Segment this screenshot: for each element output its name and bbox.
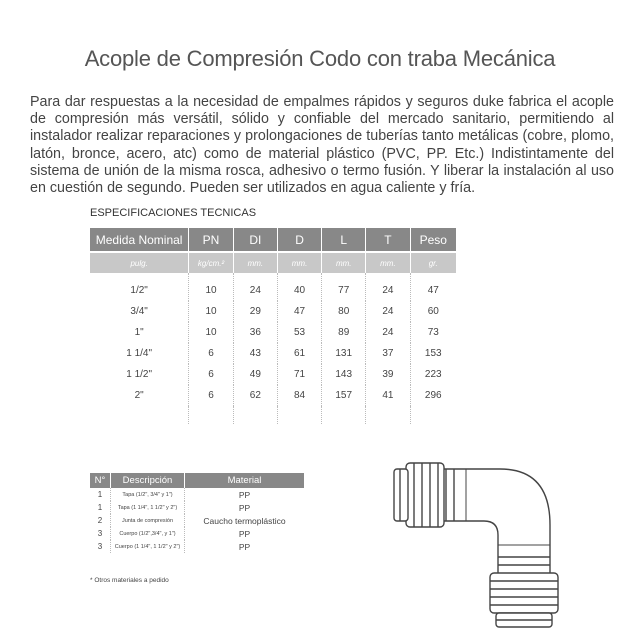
spec-header-cell: T	[366, 228, 410, 251]
spec-cell: 89	[322, 322, 366, 343]
parts-material: PP	[238, 528, 251, 539]
spec-cell: 37	[366, 343, 410, 364]
parts-description: Cuerpo (1/2",3/4", y 1")	[111, 527, 185, 540]
parts-description: Cuerpo (1 1/4", 1 1/2" y 2")	[111, 540, 185, 553]
spec-header-cell: Medida Nominal	[90, 228, 189, 251]
parts-number: 1	[90, 488, 111, 501]
spec-header-row	[90, 228, 456, 251]
footnote: * Otros materiales a pedido	[90, 577, 169, 584]
parts-header-cell: Descripción	[111, 473, 185, 488]
spec-cell: 24	[234, 273, 278, 301]
spec-row	[90, 343, 456, 364]
spec-row	[90, 385, 456, 406]
spec-header-cell: DI	[234, 228, 278, 251]
parts-row	[90, 527, 304, 540]
spec-cell: 6	[189, 364, 234, 385]
spec-unit-cell: mm.	[322, 251, 366, 273]
spec-unit-cell: mm.	[278, 251, 322, 273]
spec-cell: 1"	[90, 322, 189, 343]
spec-cell: 1 1/4"	[90, 343, 189, 364]
spec-cell: 62	[234, 385, 278, 406]
parts-row	[90, 488, 304, 501]
spec-cell: 2"	[90, 385, 189, 406]
parts-table	[90, 473, 304, 553]
parts-description: Junta de compresión	[111, 514, 185, 527]
spec-header-cell: L	[322, 228, 366, 251]
spec-heading: ESPECIFICACIONES TECNICAS	[90, 207, 257, 219]
spec-cell: 24	[366, 273, 410, 301]
spec-cell: 24	[366, 322, 410, 343]
parts-row	[90, 501, 304, 514]
spec-cell: 61	[278, 343, 322, 364]
parts-number: 3	[90, 540, 111, 553]
spec-cell: 60	[427, 306, 439, 317]
spec-cell: 29	[234, 301, 278, 322]
parts-row	[90, 514, 304, 527]
spec-cell: 24	[366, 301, 410, 322]
parts-description: Tapa (1 1/4", 1 1/2" y 2")	[111, 501, 185, 514]
spec-cell: 131	[322, 343, 366, 364]
spec-cell: 143	[322, 364, 366, 385]
parts-material: PP	[238, 541, 251, 552]
spec-unit-cell: mm.	[366, 251, 410, 273]
spec-cell: 47	[427, 285, 439, 296]
spec-unit-cell: kg/cm.²	[189, 251, 234, 273]
spec-cell: 36	[234, 322, 278, 343]
spec-cell: 47	[278, 301, 322, 322]
spec-cell: 153	[424, 348, 442, 359]
parts-material: PP	[238, 489, 251, 500]
spec-cell: 10	[189, 273, 234, 301]
spec-cell: 49	[234, 364, 278, 385]
spec-cell: 41	[366, 385, 410, 406]
parts-number: 3	[90, 527, 111, 540]
spec-cell: 39	[366, 364, 410, 385]
spec-cell: 3/4"	[90, 301, 189, 322]
spec-cell: 223	[424, 369, 442, 380]
spec-unit-cell: gr.	[411, 251, 457, 273]
page-title: Acople de Compresión Codo con traba Mecánica	[84, 46, 556, 71]
spec-cell: 10	[189, 301, 234, 322]
spec-cell: 73	[427, 327, 439, 338]
spec-cell: 6	[189, 385, 234, 406]
spec-cell: 296	[424, 390, 442, 401]
spec-cell: 6	[189, 343, 234, 364]
spec-cell: 1 1/2"	[90, 364, 189, 385]
spec-spacer-row	[90, 406, 456, 424]
spec-row	[90, 322, 456, 343]
spec-cell: 43	[234, 343, 278, 364]
spec-header-cell: D	[278, 228, 322, 251]
parts-material: PP	[238, 502, 251, 513]
elbow-fitting-drawing	[380, 455, 580, 635]
parts-header-row	[90, 473, 304, 488]
spec-row	[90, 364, 456, 385]
parts-number: 1	[90, 501, 111, 514]
spec-cell: 53	[278, 322, 322, 343]
spec-cell: 157	[322, 385, 366, 406]
parts-material: Caucho termoplástico	[203, 515, 286, 526]
spec-cell: 80	[322, 301, 366, 322]
spec-cell: 71	[278, 364, 322, 385]
parts-number: 2	[90, 514, 111, 527]
spec-cell: 40	[278, 273, 322, 301]
spec-unit-cell: pulg.	[90, 251, 189, 273]
spec-header-cell: Peso	[411, 228, 457, 251]
spec-unit-cell: mm.	[234, 251, 278, 273]
spec-cell: 10	[189, 322, 234, 343]
spec-cell: 84	[278, 385, 322, 406]
spec-row	[90, 301, 456, 322]
spec-cell: 1/2"	[90, 273, 189, 301]
spec-row	[90, 273, 456, 301]
spec-cell: 77	[322, 273, 366, 301]
parts-header-cell: N°	[90, 473, 111, 488]
parts-description: Tapa (1/2", 3/4" y 1")	[111, 488, 185, 501]
spec-header-cell: PN	[189, 228, 234, 251]
spec-units-row	[90, 251, 456, 273]
product-description: Para dar respuestas a la necesidad de empalmes rápidos y seguros duke fabrica el acople de compresión más versátil, sólido y confiable del mercado sanitario, permitiendo al instalador realizar reparaciones y prolongaciones de tuberías tanto metálicas (cobre, plomo, latón, bronce, acero, atc) como de material plástico (PVC, PP. Etc.) Indistintamente del sistema de unión de la misma rosca, adhesivo o termo fusión. Y liberar la instalación al uso en cuestión de segundo. Pueden ser utilizados en agua caliente y fría.	[30, 94, 614, 197]
parts-header-cell: Material	[185, 473, 304, 488]
parts-row	[90, 540, 304, 553]
spec-table	[90, 228, 456, 424]
